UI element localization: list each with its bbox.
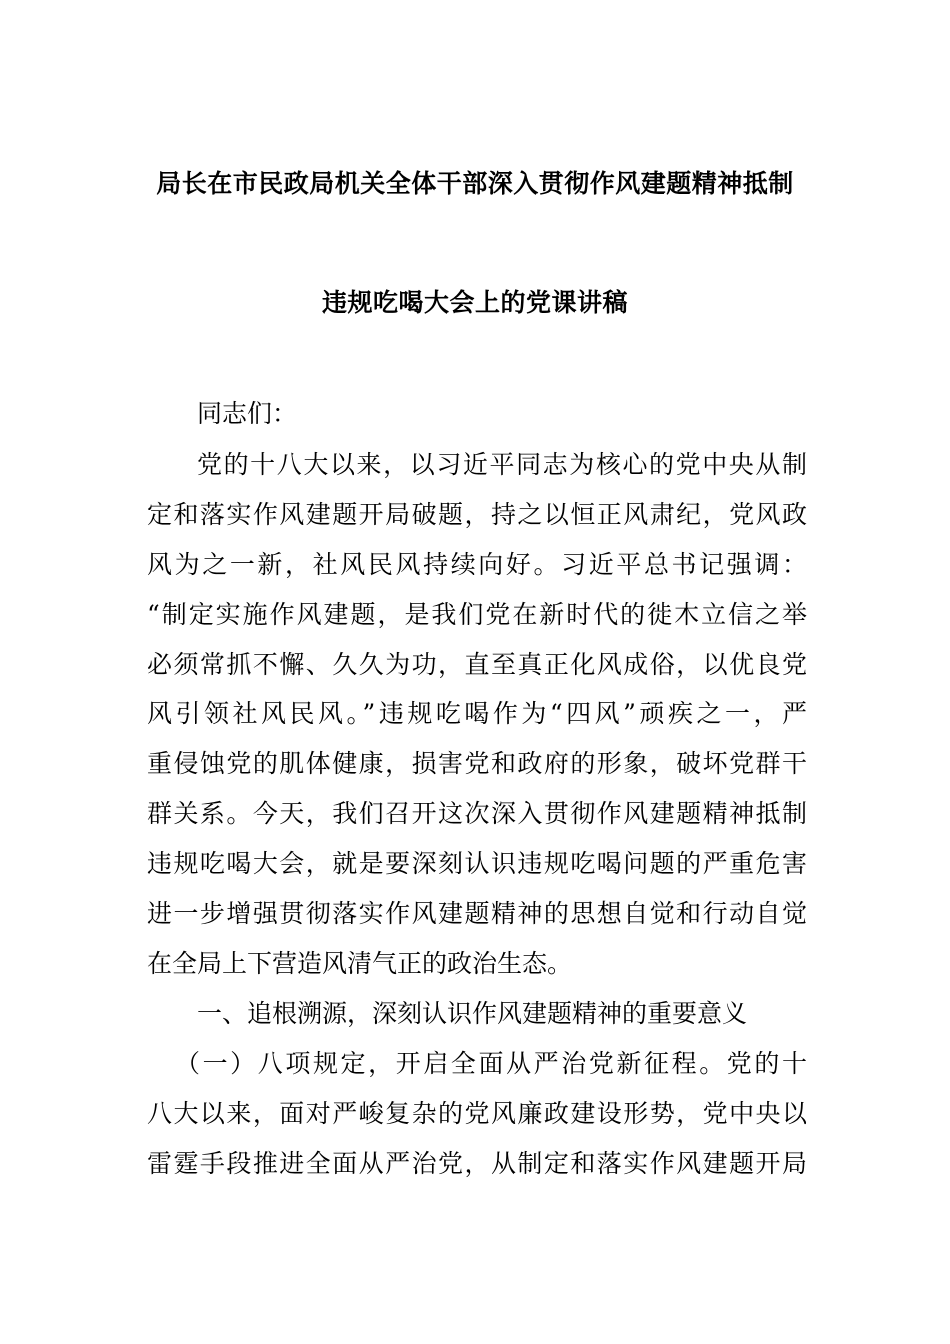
paragraph-1-line: 风为之一新，社风民风持续向好。习近平总书记强调： bbox=[147, 550, 807, 579]
paragraph-1-line: 党的十八大以来，以习近平同志为核心的党中央从制 bbox=[197, 450, 807, 479]
paragraph-2-line: 八大以来，面对严峻复杂的党风廉政建设形势，党中央以 bbox=[147, 1099, 807, 1128]
salutation: 同志们： bbox=[197, 399, 298, 428]
section-1-heading: 一、追根溯源，深刻认识作风建题精神的重要意义 bbox=[197, 999, 748, 1028]
paragraph-1-line: 进一步增强贯彻落实作风建题精神的思想自觉和行动自觉 bbox=[147, 899, 807, 928]
paragraph-1-line: “制定实施作风建题，是我们党在新时代的徙木立信之举 bbox=[147, 600, 807, 629]
paragraph-1-line: 定和落实作风建题开局破题，持之以恒正风肃纪，党风政 bbox=[147, 500, 807, 529]
paragraph-1-line: 风引领社风民风。”违规吃喝作为“四风”顽疾之一，严 bbox=[147, 699, 807, 728]
paragraph-2-line: 雷霆手段推进全面从严治党，从制定和落实作风建题开局 bbox=[147, 1149, 807, 1178]
paragraph-2-line: （一）八项规定，开启全面从严治党新征程。党的十 bbox=[175, 1049, 807, 1078]
paragraph-1-line: 必须常抓不懈、久久为功，直至真正化风成俗，以优良党 bbox=[147, 650, 807, 679]
paragraph-1-line: 违规吃喝大会，就是要深刻认识违规吃喝问题的严重危害 bbox=[147, 849, 807, 878]
paragraph-1-line: 在全局上下营造风清气正的政治生态。 bbox=[147, 949, 573, 978]
paragraph-1-line: 群关系。今天，我们召开这次深入贯彻作风建题精神抵制 bbox=[147, 799, 807, 828]
paragraph-1-line: 重侵蚀党的肌体健康，损害党和政府的形象，破坏党群干 bbox=[147, 749, 807, 778]
document-title-line-1: 局长在市民政局机关全体干部深入贯彻作风建题精神抵制 bbox=[156, 169, 794, 198]
document-title-line-2: 违规吃喝大会上的党课讲稿 bbox=[321, 288, 628, 317]
